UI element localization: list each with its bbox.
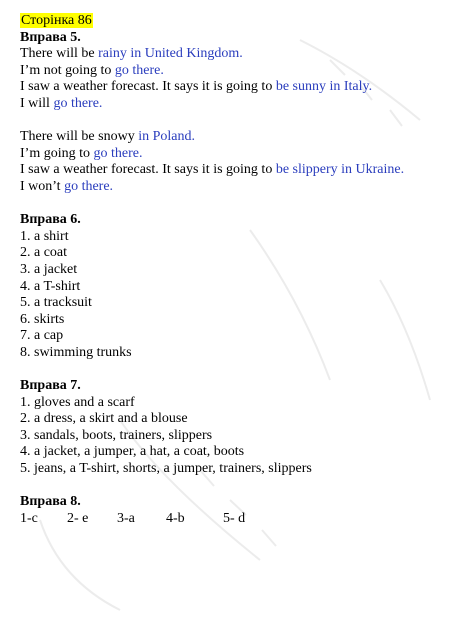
exercise-8-heading: Вправа 8. — [20, 494, 81, 510]
exercise-7-heading: Вправа 7. — [20, 378, 81, 394]
ex7-item: 5. jeans, a T-shirt, shorts, a jumper, trainers, slippers — [20, 461, 312, 477]
exercise-6-heading: Вправа 6. — [20, 212, 81, 228]
ex5-p2-line-1 — [20, 129, 460, 146]
ex5-p2-line-4-text: I won’t — [20, 178, 65, 194]
ex5-p2-line-3-text: I saw a weather forecast. It says it is going to — [20, 162, 276, 178]
ex5-p2-line-2-text: I’m going to — [20, 145, 94, 161]
ex5-p2-line-2 — [20, 146, 460, 163]
ex6-item: 1. a shirt — [20, 228, 69, 244]
section-gap — [20, 196, 460, 213]
ex5-p2-line-3 — [20, 162, 460, 179]
ex6-item: 6. skirts — [20, 311, 65, 327]
paragraph-gap — [20, 113, 460, 130]
ex7-item: 3. sandals, boots, trainers, slippers — [20, 427, 213, 443]
ex5-p1-line-4 — [20, 96, 460, 113]
ex6-item: 5. a tracksuit — [20, 295, 92, 311]
ex5-p1-line-4-answer: go there. — [53, 95, 103, 111]
ex8-answer: 5- d — [223, 510, 246, 526]
section-gap — [20, 361, 460, 378]
ex6-item: 7. a cap — [20, 328, 64, 344]
page-label-line — [20, 13, 460, 30]
exercise-5-heading: Вправа 5. — [20, 29, 81, 45]
ex5-p1-line-2 — [20, 63, 460, 80]
ex5-p1-line-1 — [20, 46, 460, 63]
ex5-p2-line-1-answer: in Poland. — [138, 129, 195, 145]
ex8-answers-row — [20, 511, 460, 528]
ex7-item: 4. a jacket, a jumper, a hat, a coat, boots — [20, 444, 245, 460]
ex5-p1-line-3-answer: be sunny in Italy. — [275, 79, 373, 95]
ex7-item: 1. gloves and a scarf — [20, 394, 135, 410]
section-gap — [20, 478, 460, 495]
ex6-item: 2. a coat — [20, 245, 68, 261]
ex5-p1-line-3-text: I saw a weather forecast. It says it is going to — [20, 79, 276, 95]
document-body — [20, 13, 460, 528]
ex5-p1-line-4-text: I will — [20, 95, 54, 111]
ex8-answer: 1-c — [20, 510, 38, 526]
ex5-p1-line-1-text: There will be — [20, 46, 99, 62]
ex8-answer: 3-a — [117, 510, 135, 526]
ex7-item: 2. a dress, a skirt and a blouse — [20, 411, 188, 427]
ex6-item: 8. swimming trunks — [20, 344, 132, 360]
ex5-p1-line-3 — [20, 79, 460, 96]
ex8-answer: 2- e — [67, 510, 89, 526]
ex5-p2-line-3-answer: be slippery in Ukraine. — [275, 162, 405, 178]
ex5-p2-line-1-text: There will be snowy — [20, 129, 139, 145]
ex6-item: 4. a T-shirt — [20, 278, 81, 294]
ex8-answer: 4-b — [166, 510, 185, 526]
page-label: Сторінка 86 — [21, 13, 92, 28]
ex5-p1-line-1-answer: rainy in United Kingdom. — [98, 46, 243, 62]
ex6-item: 3. a jacket — [20, 261, 78, 277]
ex5-p1-line-2-answer: go there. — [114, 62, 164, 78]
ex5-p2-line-4-answer: go there. — [64, 178, 114, 194]
ex5-p2-line-2-answer: go there. — [93, 145, 143, 161]
ex5-p2-line-4 — [20, 179, 460, 196]
ex5-p1-line-2-text: I’m not going to — [20, 62, 115, 78]
